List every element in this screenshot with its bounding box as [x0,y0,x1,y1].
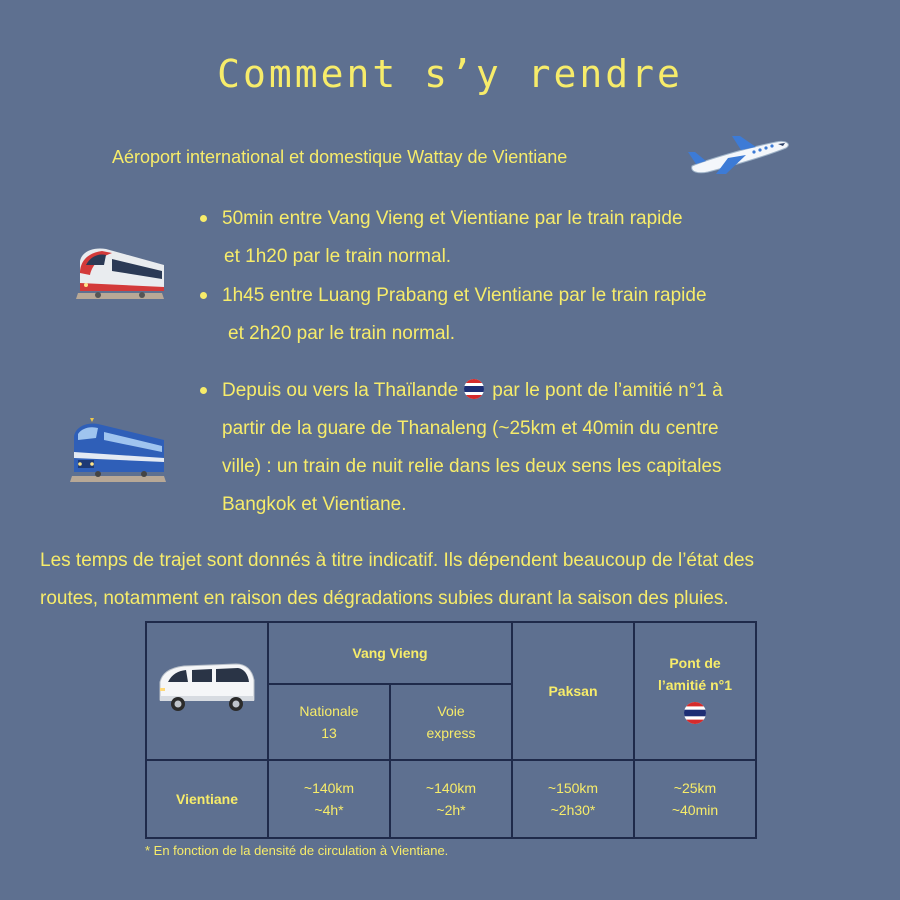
subheader-line: express [426,725,476,741]
blue-train-icon [68,418,168,488]
subheader-line: Voie [437,703,465,719]
list-item [196,200,683,276]
cell-distance: ~150km [547,780,599,796]
note-line: Les temps de trajet sont donnés à titre indicatif. Ils dépendent beaucoup de l’état des [40,550,755,571]
cell-distance: ~140km [425,780,477,796]
cell-distance: ~140km [303,780,355,796]
bullet-line: 50min entre Vang Vieng et Vientiane par le train rapide [222,208,683,229]
cell-distance: ~25km [673,780,717,796]
table-cell [634,760,756,838]
van-cell [146,622,268,760]
footnote: * En fonction de la densité de circulation à Vientiane. [145,843,449,858]
note-line: routes, notamment en raison des dégradations subies durant la saison des pluies. [40,588,729,609]
bullet-line: partir de la guare de Thanaleng (~25km et 40min du centre [222,418,719,439]
bullet-line: ville) : un train de nuit relie dans les deux sens les capitales [222,456,722,477]
cell-time: ~2h* [436,802,466,818]
bullet-line: 1h45 entre Luang Prabang et Vientiane par le train rapide [222,285,707,306]
header-vang-vieng: Vang Vieng [268,622,512,684]
cell-time: ~4h* [314,802,344,818]
subheader-line: Nationale [299,703,359,719]
list-item [196,372,812,524]
table-cell [268,760,390,838]
header-paksan: Paksan [512,622,634,760]
subheader-voie-express [390,684,512,760]
cell-time: ~40min [671,802,719,818]
travel-time-table [145,621,757,839]
subheader-line: 13 [321,725,337,741]
bullet-line: Depuis ou vers la Thaïlande par le pont de l’amitié n°1 à [222,380,723,401]
red-train-icon [72,243,168,305]
bullet-line: Bangkok et Vientiane. [222,494,407,515]
van-icon [154,658,260,718]
airport-text: Aéroport international et domestique Wattay de Vientiane [112,147,568,167]
table-cell [390,760,512,838]
airplane-icon [686,130,794,180]
thai-flag-icon [684,702,706,724]
cell-time: ~2h30* [550,802,596,818]
disclaimer-note [40,542,870,618]
thai-flag-icon [464,379,484,399]
header-pont-amitie [634,622,756,760]
list-item [196,277,707,353]
row-label-vientiane: Vientiane [146,760,268,838]
bullet-line: et 1h20 par le train normal. [224,246,452,267]
page-title: Comment s’y rendre [217,52,683,96]
bullet-line: et 2h20 par le train normal. [228,323,456,344]
table-row [146,760,756,838]
subheader-nationale [268,684,390,760]
header-line: l’amitié n°1 [657,677,733,693]
table-cell [512,760,634,838]
header-line: Pont de [669,655,721,671]
